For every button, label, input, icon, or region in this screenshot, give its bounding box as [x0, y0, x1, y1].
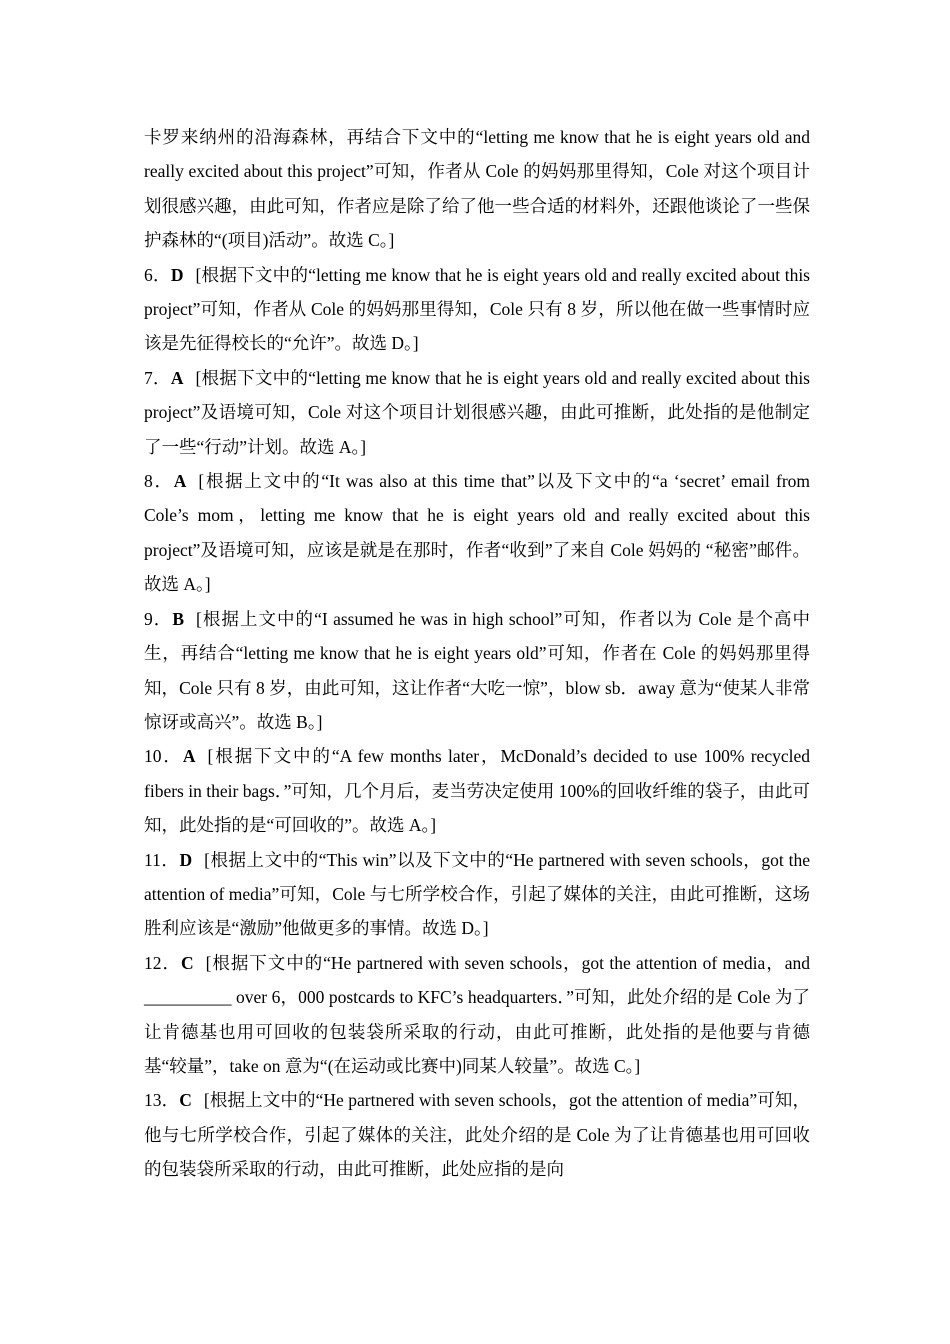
- question-number: 9．: [144, 608, 173, 629]
- answer-item-9: [144, 602, 810, 740]
- answer-letter: A: [173, 471, 187, 492]
- explanation-text: [根据下文中的“A few months later，McDonald’s decided to use 100% recycled fibers in their bags．”可知，几个月后，麦当劳决定使用 100%的回收纤维的袋子，由此可知，此处指的是“可回收的”。故选 A。]: [144, 746, 810, 836]
- explanation-text: [根据上文中的“This win”以及下文中的“He partnered with seven schools，got the attention of media”可知，Cole 与七所学校合作，引起了媒体的关注，由此可推断，这场胜利应该是“激励”他做更多的事情。故选 D。]: [144, 849, 810, 939]
- question-number: 13．: [144, 1090, 180, 1111]
- answer-item-13: [144, 1083, 810, 1186]
- question-number: 6．: [144, 264, 171, 285]
- answer-letter: C: [179, 1090, 192, 1111]
- answer-letter: D: [170, 264, 184, 285]
- answer-letter: A: [182, 746, 196, 767]
- document-page: [144, 120, 810, 1187]
- explanation-text: [根据上文中的“It was also at this time that”以及下文中的“a ‘secret’ email from Cole’s mom，letting me know that he is eight years old and really excited about this project”及语境可知，应该是就是在那时，作者“收到”了来自 Cole 妈妈的 “秘密”邮件。故选 A。]: [144, 471, 811, 595]
- question-number: 7．: [144, 367, 171, 388]
- answer-item-7: [144, 361, 810, 464]
- explanation-text: [根据上文中的“I assumed he was in high school”可知，作者以为 Cole 是个高中生，再结合“letting me know that he is eight years old”可知，作者在 Cole 的妈妈那里得知，Cole 只有 8 岁，由此可知，这让作者“大吃一惊”，blow sb．away 意为“使某人非常惊讶或高兴”。故选 B。]: [144, 608, 811, 732]
- explanation-text: [根据下文中的“letting me know that he is eight years old and really excited about this project”及语境可知，Cole 对这个项目计划很感兴趣，由此可推断，此处指的是他制定了一些“行动”计划。故选 A。]: [144, 367, 810, 457]
- explanation-text: [根据下文中的“letting me know that he is eight years old and really excited about this project”可知，作者从 Cole 的妈妈那里得知，Cole 只有 8 岁，所以他在做一些事情时应该是先征得校长的“允许”。故选 D。]: [144, 264, 810, 354]
- answer-item-11: [144, 843, 810, 946]
- answer-item-8: [144, 464, 810, 602]
- question-number: 10．: [144, 746, 183, 767]
- answer-letter: D: [179, 849, 193, 870]
- question-number: 11．: [144, 849, 180, 870]
- question-number: 12．: [144, 952, 181, 973]
- intro-paragraph: 卡罗来纳州的沿海森林，再结合下文中的“letting me know that he is eight years old and really excited about this project”可知，作者从 Cole 的妈妈那里得知，Cole 对这个项目计划很感兴趣，由此可知，作者应是除了给了他一些合适的材料外，还跟他谈论了一些保护森林的“(项目)活动”。故选 C。]: [144, 127, 810, 251]
- answer-item-6: [144, 258, 810, 361]
- answer-letter: C: [180, 952, 194, 973]
- answer-item-12: [144, 946, 810, 1084]
- question-number: 8．: [144, 471, 174, 492]
- answer-letter: A: [170, 367, 184, 388]
- explanation-text: [根据上文中的“He partnered with seven schools，got the attention of media”可知，他与七所学校合作，引起了媒体的关注，此处介绍的是 Cole 为了让肯德基也用可回收的包装袋所采取的行动，由此可推断，此处应指的是向: [144, 1090, 810, 1180]
- answer-item-10: [144, 739, 810, 842]
- explanation-text: [根据下文中的“He partnered with seven schools，got the attention of media，and __________ over 6，000 postcards to KFC’s headquarters．”可知，此处介绍的是 Cole 为了让肯德基也用可回收的包装袋所采取的行动，由此可推断，此处指的是他要与肯德基“较量”，take on 意为“(在运动或比赛中)同某人较量”。故选 C。]: [144, 952, 811, 1076]
- answer-letter: B: [172, 608, 185, 629]
